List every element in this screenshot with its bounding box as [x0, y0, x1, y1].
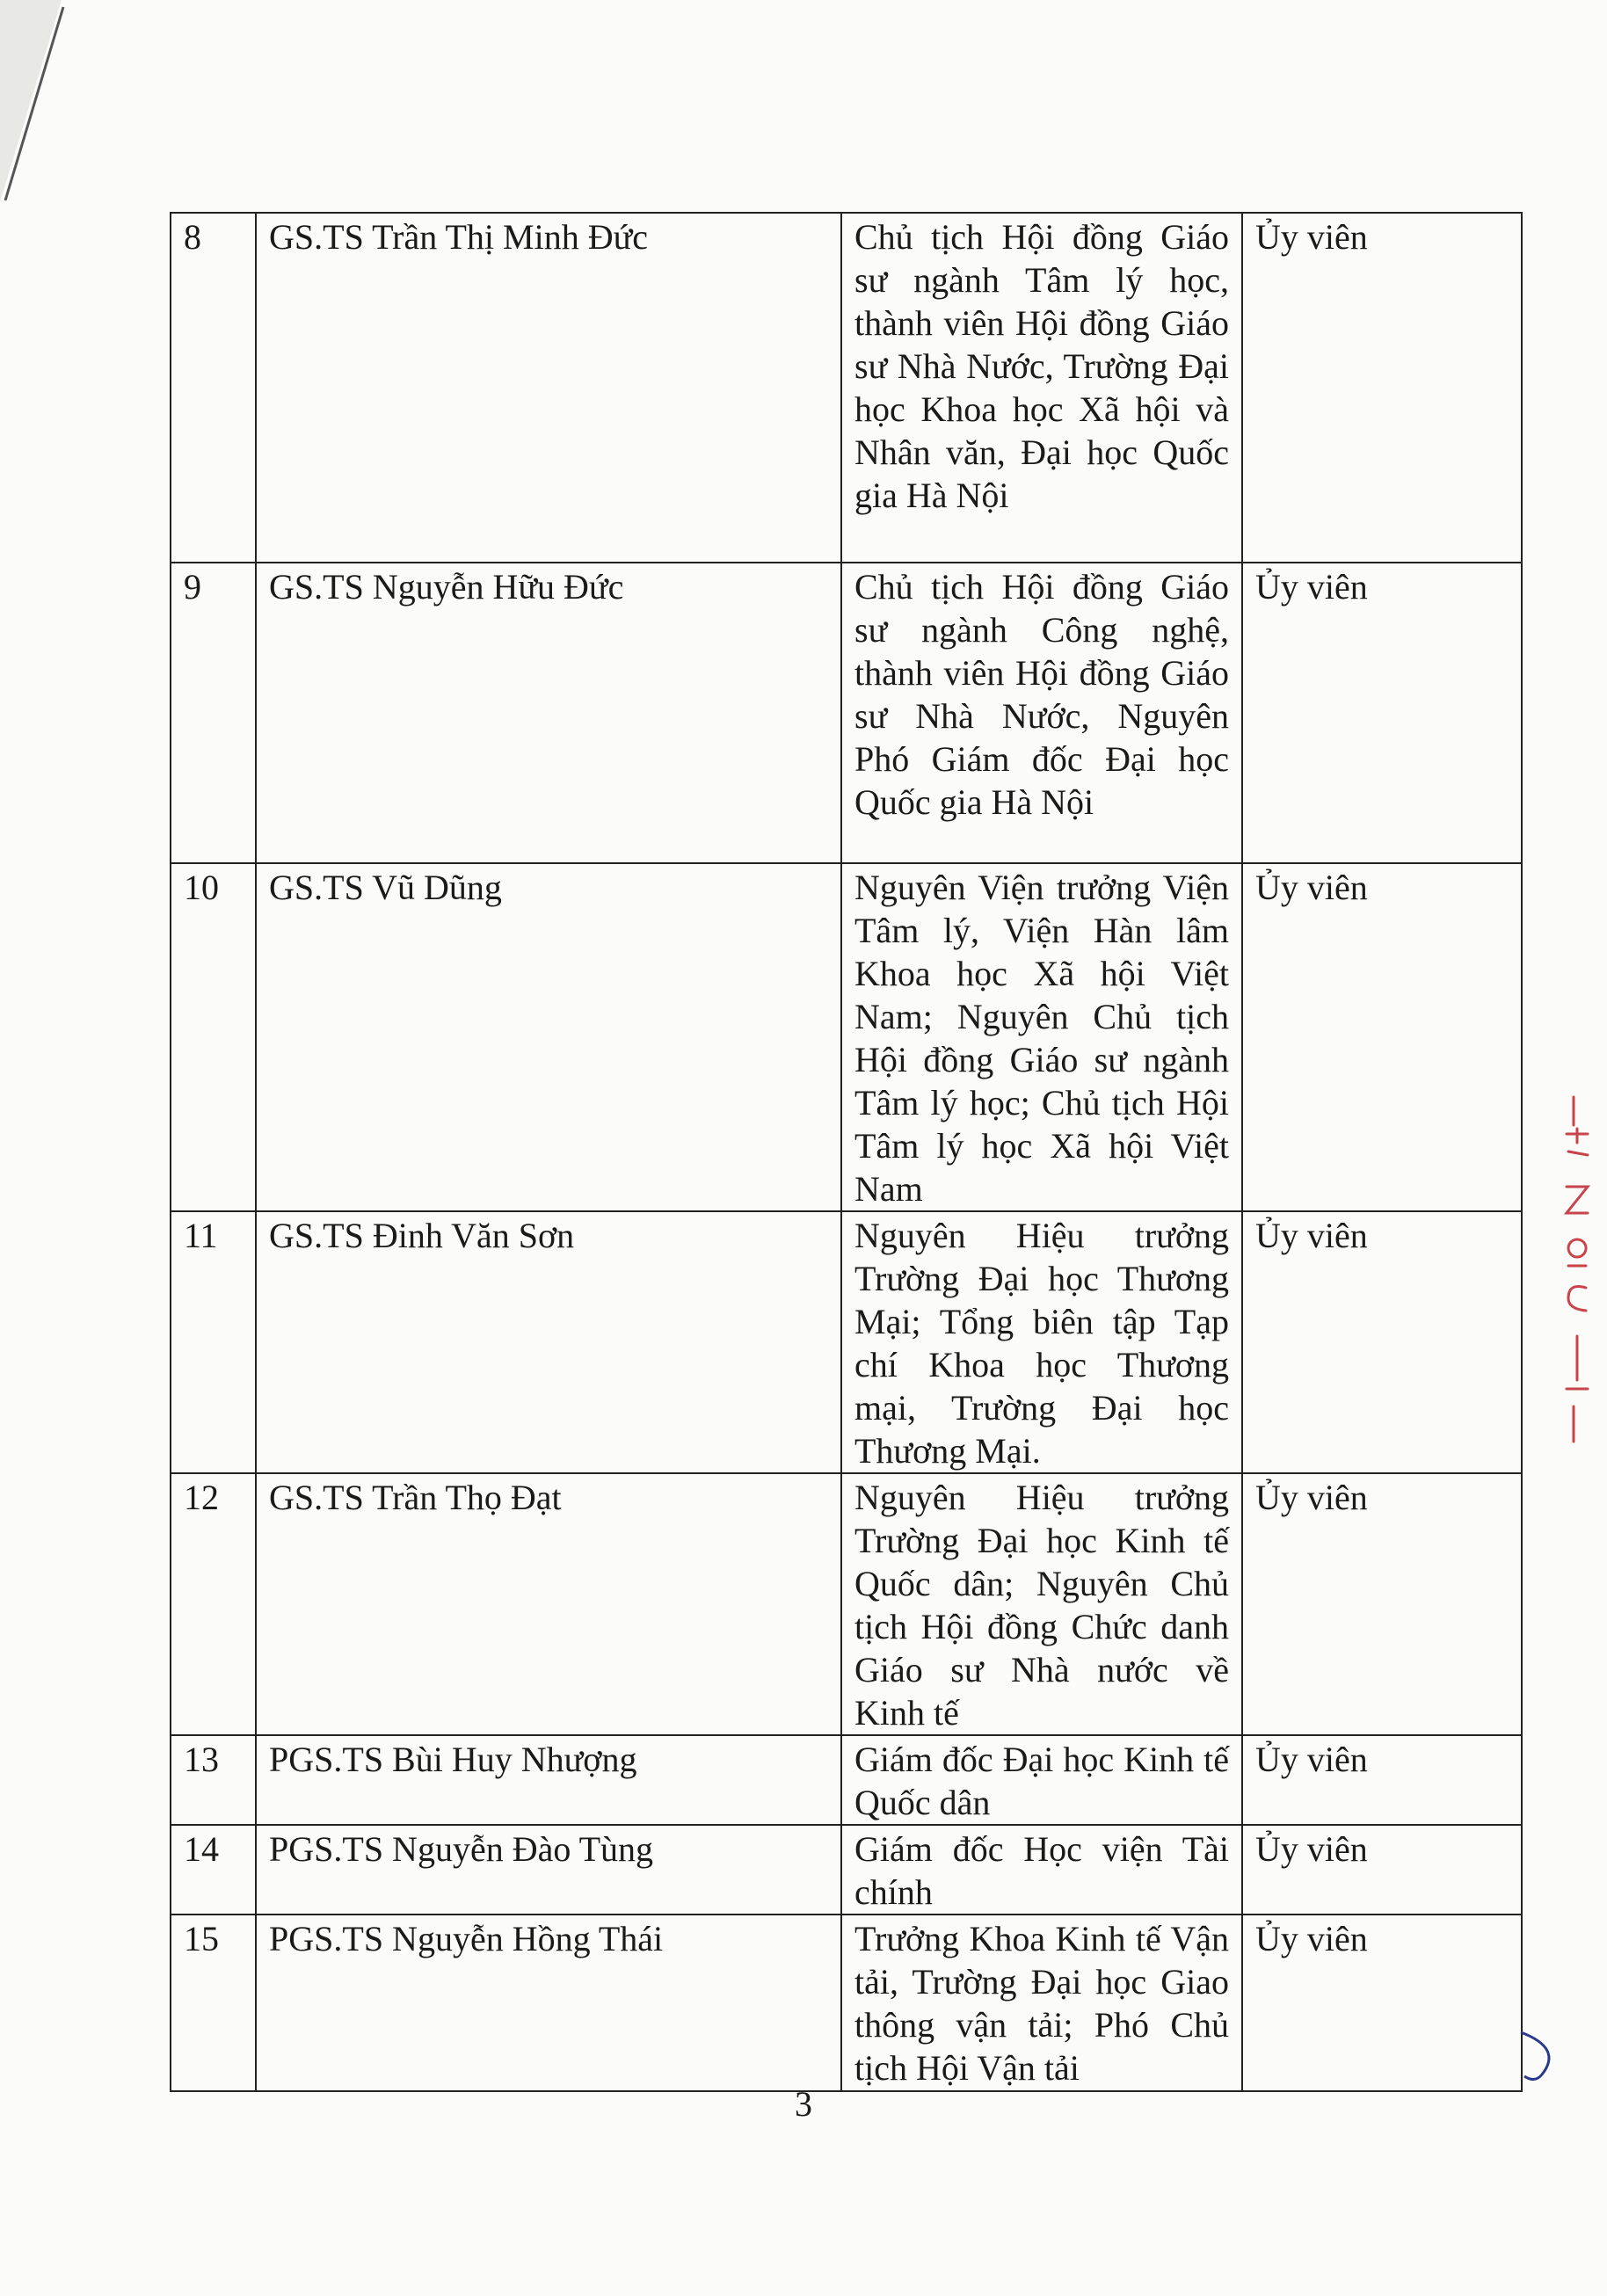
corner-scribble	[1512, 2022, 1565, 2092]
table-row	[171, 1211, 1522, 1473]
row-number: 15	[171, 1915, 256, 2091]
table-row	[171, 1915, 1522, 2091]
member-position: Ủy viên	[1242, 863, 1522, 1211]
member-position: Ủy viên	[1242, 213, 1522, 563]
member-name: PGS.TS Bùi Huy Nhượng	[256, 1735, 841, 1825]
member-name: PGS.TS Nguyễn Hồng Thái	[256, 1915, 841, 2091]
handwritten-margin-note	[1547, 1090, 1607, 1477]
member-role: Chủ tịch Hội đồng Giáo sư ngành Tâm lý học, thành viên Hội đồng Giáo sư Nhà Nước, Trường Đại học Khoa học Xã hội và Nhân văn, Đại học Quốc gia Hà Nội	[841, 213, 1242, 563]
member-role: Chủ tịch Hội đồng Giáo sư ngành Công nghệ, thành viên Hội đồng Giáo sư Nhà Nước, Nguyên Phó Giám đốc Đại học Quốc gia Hà Nội	[841, 563, 1242, 863]
table-row	[171, 1473, 1522, 1735]
member-name: GS.TS Trần Thị Minh Đức	[256, 213, 841, 563]
member-role: Giám đốc Học viện Tài chính	[841, 1825, 1242, 1915]
member-role: Nguyên Viện trưởng Viện Tâm lý, Viện Hàn lâm Khoa học Xã hội Việt Nam; Nguyên Chủ tịch Hội đồng Giáo sư ngành Tâm lý học; Chủ tịch Hội Tâm lý học Xã hội Việt Nam	[841, 863, 1242, 1211]
member-position: Ủy viên	[1242, 1735, 1522, 1825]
member-position: Ủy viên	[1242, 1211, 1522, 1473]
member-position: Ủy viên	[1242, 1473, 1522, 1735]
member-name: PGS.TS Nguyễn Đào Tùng	[256, 1825, 841, 1915]
member-name: GS.TS Trần Thọ Đạt	[256, 1473, 841, 1735]
member-role: Trưởng Khoa Kinh tế Vận tải, Trường Đại học Giao thông vận tải; Phó Chủ tịch Hội Vận tải	[841, 1915, 1242, 2091]
table-row	[171, 863, 1522, 1211]
table-row	[171, 1825, 1522, 1915]
member-role: Nguyên Hiệu trưởng Trường Đại học Thương Mại; Tổng biên tập Tạp chí Khoa học Thương mại, Trường Đại học Thương Mại.	[841, 1211, 1242, 1473]
table-row	[171, 1735, 1522, 1825]
row-number: 8	[171, 213, 256, 563]
row-number: 11	[171, 1211, 256, 1473]
table-row	[171, 563, 1522, 863]
member-name: GS.TS Đinh Văn Sơn	[256, 1211, 841, 1473]
members-table	[170, 212, 1523, 2092]
row-number: 9	[171, 563, 256, 863]
member-name: GS.TS Vũ Dũng	[256, 863, 841, 1211]
member-role: Giám đốc Đại học Kinh tế Quốc dân	[841, 1735, 1242, 1825]
member-position: Ủy viên	[1242, 1825, 1522, 1915]
row-number: 13	[171, 1735, 256, 1825]
member-position: Ủy viên	[1242, 563, 1522, 863]
row-number: 12	[171, 1473, 256, 1735]
member-name: GS.TS Nguyễn Hữu Đức	[256, 563, 841, 863]
member-role: Nguyên Hiệu trưởng Trường Đại học Kinh tế Quốc dân; Nguyên Chủ tịch Hội đồng Chức danh Giáo sư Nhà nước về Kinh tế	[841, 1473, 1242, 1735]
row-number: 14	[171, 1825, 256, 1915]
member-position: Ủy viên	[1242, 1915, 1522, 2091]
table-row	[171, 213, 1522, 563]
row-number: 10	[171, 863, 256, 1211]
page-number: 3	[795, 2084, 812, 2124]
